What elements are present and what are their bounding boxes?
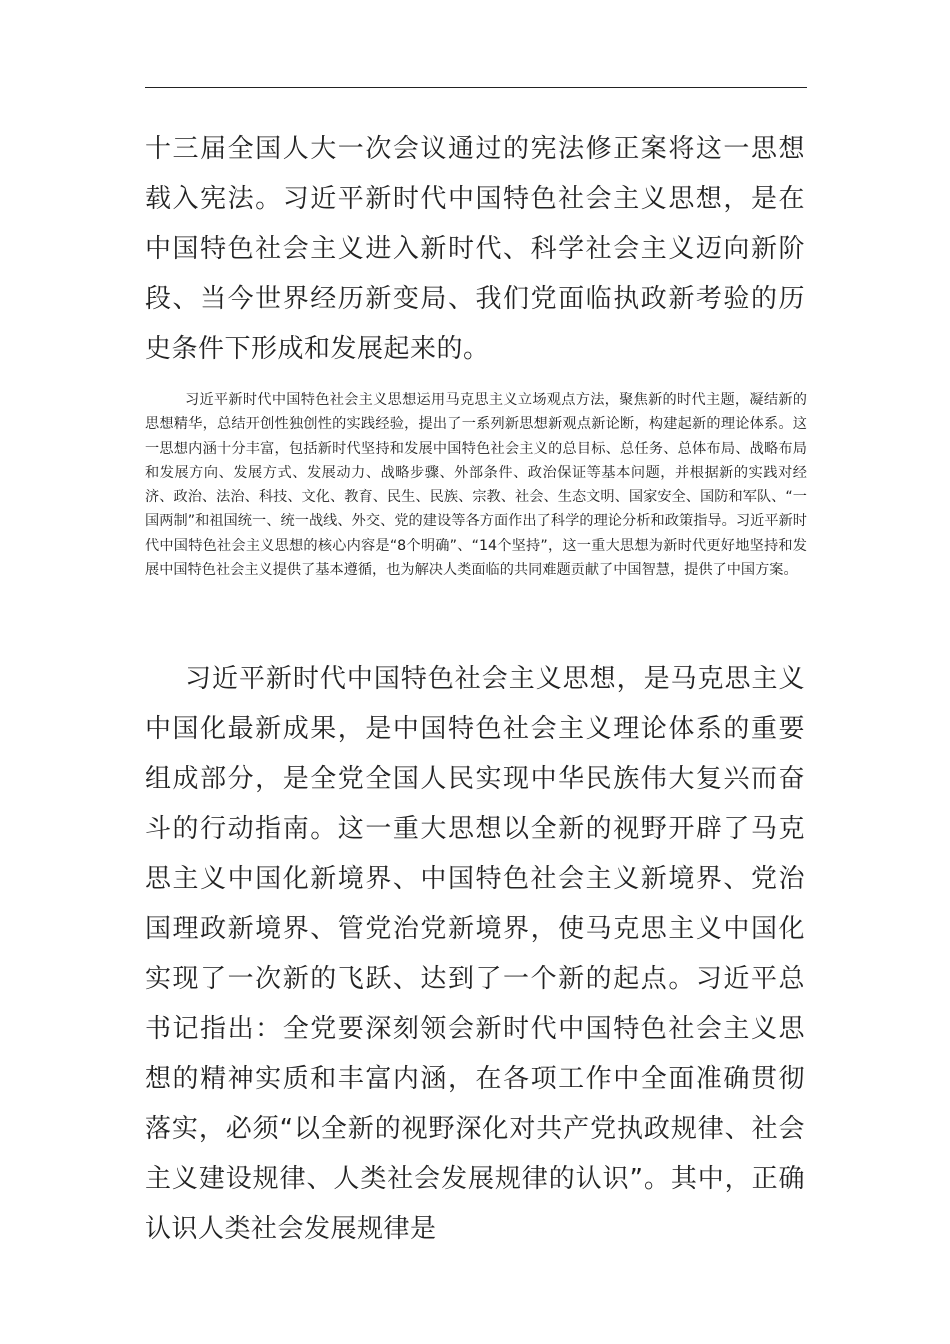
- paragraph-body: 习近平新时代中国特色社会主义思想，是马克思主义中国化最新成果，是中国特色社会主义理论体系的重要组成部分，是全党全国人民实现中华民族伟大复兴而奋斗的行动指南。这一重大思想以全新的视野开辟了马克思主义中国化新境界、中国特色社会主义新境界、党治国理政新境界、管党治党新境界，使马克思主义中国化实现了一次新的飞跃、达到了一个新的起点。习近平总书记指出：全党要深刻领会新时代中国特色社会主义思想的精神实质和丰富内涵，在各项工作中全面准确贯彻落实，必须“以全新的视野深化对共产党执政规律、社会主义建设规律、人类社会发展规律的认识”。其中，正确认识人类社会发展规律是: [145, 664, 805, 1244]
- header-rule: [145, 87, 807, 88]
- paragraph-summary-small: 习近平新时代中国特色社会主义思想运用马克思主义立场观点方法，聚焦新的时代主题，凝结新的思想精华，总结开创性独创性的实践经验，提出了一系列新思想新观点新论断，构建起新的理论体系。这一思想内涵十分丰富，包括新时代坚持和发展中国特色社会主义的总目标、总任务、总体布局、战略布局和发展方向、发展方式、发展动力、战略步骤、外部条件、政治保证等基本问题，并根据新的实践对经济、政治、法治、科技、文化、教育、民生、民族、宗教、社会、生态文明、国家安全、国防和军队、“一国两制”和祖国统一、统一战线、外交、党的建设等各方面作出了科学的理论分析和政策指导。习近平新时代中国特色社会主义思想的核心内容是“8个明确”、“14个坚持”，这一重大思想为新时代更好地坚持和发展中国特色社会主义提供了基本遵循，也为解决人类面临的共同难题贡献了中国智慧，提供了中国方案。: [145, 392, 807, 579]
- paragraph-continued-text: 十三届全国人大一次会议通过的宪法修正案将这一思想载入宪法。习近平新时代中国特色社会主义思想，是在中国特色社会主义进入新时代、科学社会主义迈向新阶段、当今世界经历新变局、我们党面临执政新考验的历史条件下形成和发展起来的。: [145, 134, 805, 364]
